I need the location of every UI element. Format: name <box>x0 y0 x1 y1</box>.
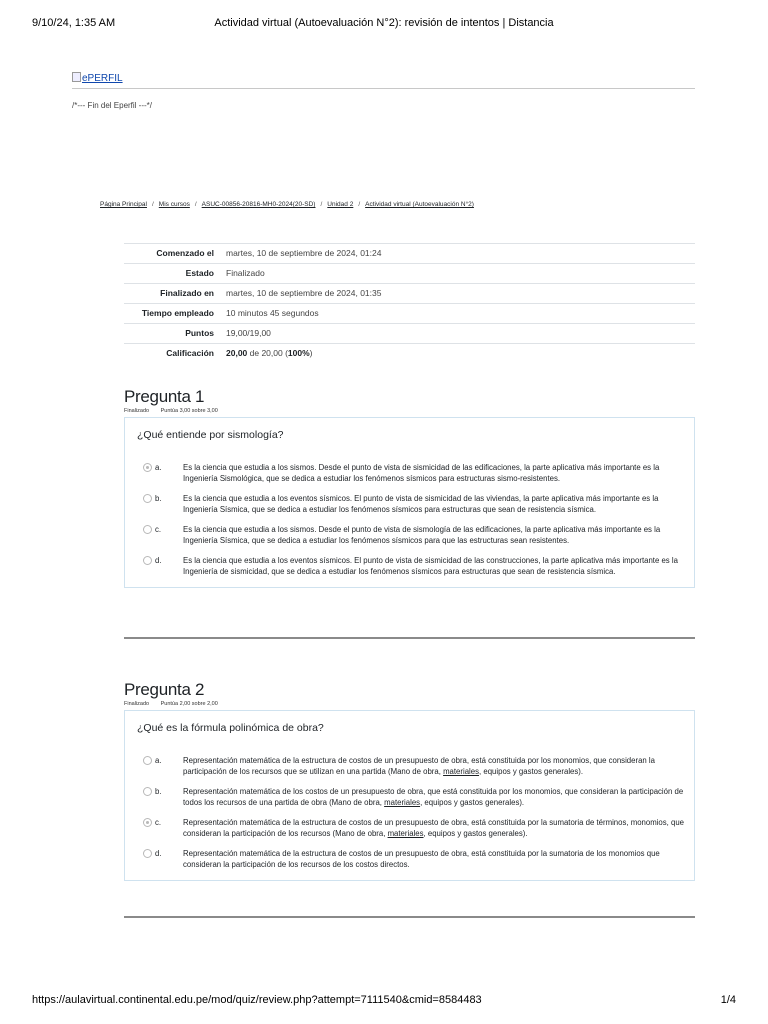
question-info <box>124 701 695 709</box>
question-grade: Puntúa 3,00 sobre 3,00 <box>160 408 218 414</box>
summary-label: Comenzado el <box>156 248 214 258</box>
option-text-part: , equipos y gastos generales). <box>479 767 584 776</box>
option-text <box>183 817 692 839</box>
breadcrumb-activity[interactable]: Actividad virtual (Autoevaluación N°2) <box>365 201 474 208</box>
option-text-part: Representación matemática de los costos de un presupuesto de obra, que está constituida por los monomios, que consideran la participación de todos los recursos de una partida de obra (Mano de obra, <box>183 787 684 807</box>
option-text: Es la ciencia que estudia a los eventos sísmicos. El punto de vista de sismicidad de las viviendas, la parte aplicativa más importante es la Ingeniería Sísmica, que se dedica a estudiar los fenómenos sísmicos para estructuras que sean de resistencia sísmica. <box>183 494 659 514</box>
option-text: Es la ciencia que estudia a los eventos sísmicos. El punto de vista de sismicidad de las construcciones, la parte aplicativa más importante es la Ingeniería de sismicidad, que se dedica a estudiar los fenómenos sísmicos para estructuras que sean de resistencia sísmica. <box>183 556 678 576</box>
grade-total: de 20,00 ( <box>247 348 288 358</box>
radio-icon[interactable] <box>143 525 152 534</box>
breadcrumb-my-courses[interactable]: Mis cursos <box>158 201 190 208</box>
option-text <box>183 786 692 808</box>
eperfil-comment: /*--- Fin del Eperfil ---*/ <box>72 101 153 110</box>
materiales-link[interactable]: materiales <box>443 767 480 776</box>
summary-label: Finalizado en <box>160 288 214 298</box>
materiales-link[interactable]: materiales <box>387 829 424 838</box>
radio-icon[interactable] <box>143 756 152 765</box>
option-letter: c. <box>155 818 162 827</box>
option-text-part: , equipos y gastos generales). <box>423 829 528 838</box>
eperfil-logo-link[interactable] <box>72 72 123 84</box>
radio-icon[interactable] <box>143 556 152 565</box>
broken-image-icon <box>72 72 81 82</box>
summary-value <box>220 344 695 364</box>
summary-value: martes, 10 de septiembre de 2024, 01:35 <box>226 288 382 298</box>
option-letter: a. <box>155 756 162 765</box>
summary-row-time-taken <box>124 304 695 324</box>
option-letter: d. <box>155 849 162 858</box>
option-text: Es la ciencia que estudia a los sismos. Desde el punto de vista de sismología de las edificaciones, la parte aplicativa más importante es la Ingeniería Sísmica, que se dedica a estudiar los fenómenos sísmicos para que las estructuras sean resistentes. <box>183 525 661 545</box>
question-text: ¿Qué entiende por sismología? <box>137 429 284 441</box>
summary-value: Finalizado <box>226 268 265 278</box>
answer-option-d[interactable] <box>137 555 694 577</box>
question-title: Pregunta 1 <box>124 387 205 406</box>
question-1 <box>124 387 695 588</box>
option-letter: c. <box>155 525 162 534</box>
grade-close: ) <box>309 348 313 358</box>
answer-option-c[interactable] <box>137 817 694 839</box>
question-divider <box>124 637 695 639</box>
breadcrumb-separator: / <box>320 201 323 208</box>
radio-selected-icon[interactable] <box>143 818 152 827</box>
option-text-part: , equipos y gastos generales). <box>420 798 525 807</box>
radio-icon[interactable] <box>143 787 152 796</box>
breadcrumb-separator: / <box>194 201 197 208</box>
print-header <box>32 17 736 31</box>
summary-value: 19,00/19,00 <box>226 328 271 338</box>
answer-option-b[interactable] <box>137 786 694 808</box>
radio-selected-icon[interactable] <box>143 463 152 472</box>
question-info <box>124 408 695 416</box>
radio-icon[interactable] <box>143 494 152 503</box>
question-divider <box>124 916 695 918</box>
answer-option-a[interactable] <box>137 755 694 777</box>
question-grade: Puntúa 2,00 sobre 2,00 <box>160 701 218 707</box>
materiales-link[interactable]: materiales <box>384 798 421 807</box>
breadcrumb-unit[interactable]: Unidad 2 <box>327 201 354 208</box>
summary-label: Puntos <box>185 328 214 338</box>
question-content <box>124 710 695 881</box>
attempt-summary-table <box>124 243 695 363</box>
question-content <box>124 417 695 588</box>
summary-row-started <box>124 244 695 264</box>
option-text <box>183 848 692 870</box>
summary-row-state <box>124 264 695 284</box>
summary-label: Estado <box>185 268 214 278</box>
option-text-part: Representación matemática de la estructura de costos de un presupuesto de obra, está constituida por la sumatoria de los monomios que consideran la participación de los recursos de los costos directos. <box>183 849 660 869</box>
breadcrumb-course[interactable]: ASUC-00856-20816-MH0-2024(20-SD) <box>201 201 316 208</box>
summary-row-grade <box>124 344 695 364</box>
option-text: Es la ciencia que estudia a los sismos. Desde el punto de vista de sismicidad de las edificaciones, la parte aplicativa más importante es la Ingeniería Sismológica, que se dedica a estudiar los fenómenos sísmicos para estructuras sismo-resistentes. <box>183 463 660 483</box>
option-text-part: Representación matemática de la estructura de costos de un presupuesto de obra, está constituida por los monomios, que consideran la participación de los recursos que se utilizan en una partida (Mano de obra, <box>183 756 655 776</box>
summary-value: 10 minutos 45 segundos <box>226 308 319 318</box>
summary-label: Tiempo empleado <box>141 308 214 318</box>
grade-percent: 100% <box>287 348 310 358</box>
option-text <box>183 755 692 777</box>
answer-option-d[interactable] <box>137 848 694 870</box>
answer-option-a[interactable] <box>137 462 694 484</box>
option-letter: b. <box>155 787 162 796</box>
option-text-part: Representación matemática de la estructura de costos de un presupuesto de obra, está constituida por la sumatoria de términos, monomios, que consideran la participación de los recursos (Mano de obra, <box>183 818 685 838</box>
breadcrumb-home[interactable]: Página Principal <box>100 201 147 208</box>
option-letter: d. <box>155 556 162 565</box>
radio-icon[interactable] <box>143 849 152 858</box>
summary-row-marks <box>124 324 695 344</box>
print-page-title: Actividad virtual (Autoevaluación N°2): revisión de intentos | Distancia <box>214 17 554 29</box>
summary-value: martes, 10 de septiembre de 2024, 01:24 <box>226 248 382 258</box>
option-letter: a. <box>155 463 162 472</box>
answer-option-c[interactable] <box>137 524 694 546</box>
breadcrumb-separator: / <box>358 201 361 208</box>
breadcrumb <box>100 201 474 208</box>
print-page-number: 1/4 <box>720 994 736 1006</box>
question-text: ¿Qué es la fórmula polinómica de obra? <box>137 722 324 734</box>
breadcrumb-separator: / <box>151 201 154 208</box>
question-state: Finalizado <box>124 408 150 414</box>
eperfil-logo-row <box>72 70 695 89</box>
option-letter: b. <box>155 494 162 503</box>
question-2 <box>124 680 695 881</box>
summary-label: Calificación <box>166 348 214 358</box>
question-state: Finalizado <box>124 701 150 707</box>
eperfil-logo-alt: ePERFIL <box>82 73 123 84</box>
summary-row-finished <box>124 284 695 304</box>
answer-option-b[interactable] <box>137 493 694 515</box>
print-date: 9/10/24, 1:35 AM <box>32 17 116 29</box>
question-title: Pregunta 2 <box>124 680 205 699</box>
print-footer <box>32 994 736 1008</box>
print-url: https://aulavirtual.continental.edu.pe/mod/quiz/review.php?attempt=7111540&cmid=8584483 <box>32 994 482 1006</box>
grade-value: 20,00 <box>226 348 248 358</box>
